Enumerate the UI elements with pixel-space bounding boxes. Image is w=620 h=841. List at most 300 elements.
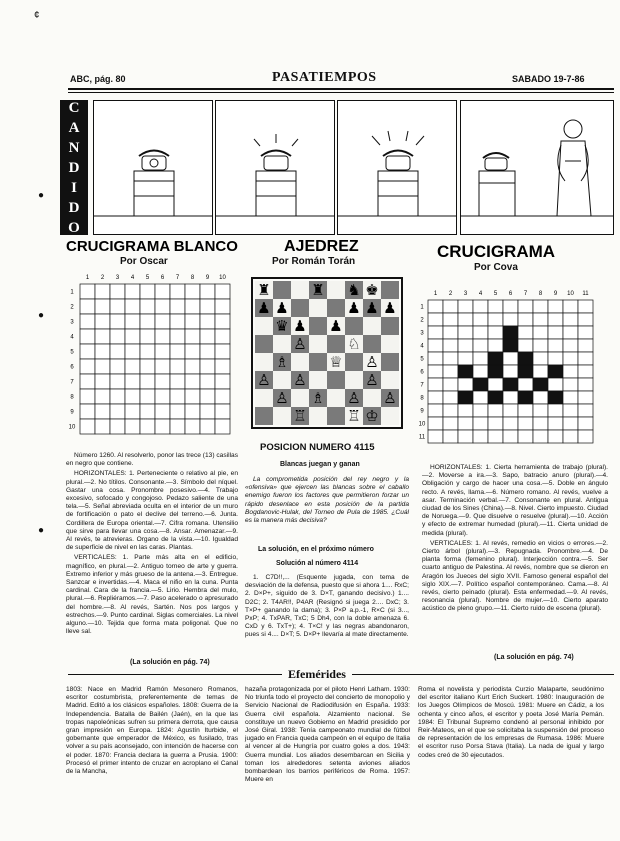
grid-cell[interactable] xyxy=(443,417,458,430)
grid-cell[interactable] xyxy=(80,389,95,404)
grid-cell[interactable] xyxy=(458,430,473,443)
grid-cell[interactable] xyxy=(563,313,578,326)
grid-cell[interactable] xyxy=(578,326,593,339)
grid-cell[interactable] xyxy=(110,284,125,299)
grid-cell[interactable] xyxy=(473,404,488,417)
grid-cell[interactable] xyxy=(563,339,578,352)
board-square[interactable] xyxy=(327,407,345,425)
grid-cell[interactable] xyxy=(200,344,215,359)
board-square[interactable] xyxy=(381,407,399,425)
grid-cell[interactable] xyxy=(185,359,200,374)
grid-cell[interactable] xyxy=(140,344,155,359)
grid-cell[interactable] xyxy=(200,314,215,329)
grid-cell[interactable] xyxy=(80,404,95,419)
grid-cell[interactable] xyxy=(200,404,215,419)
grid-cell[interactable] xyxy=(125,359,140,374)
grid-cell[interactable] xyxy=(548,378,563,391)
grid-cell[interactable] xyxy=(170,344,185,359)
grid-cell[interactable] xyxy=(443,339,458,352)
grid-cell[interactable] xyxy=(215,314,230,329)
grid-cell[interactable] xyxy=(170,404,185,419)
grid-cell[interactable] xyxy=(155,359,170,374)
board-square[interactable] xyxy=(309,353,327,371)
grid-cell[interactable] xyxy=(155,419,170,434)
chess-title: AJEDREZ xyxy=(284,238,359,255)
grid-cell[interactable] xyxy=(155,344,170,359)
grid-cell[interactable] xyxy=(110,374,125,389)
grid-cell[interactable] xyxy=(563,300,578,313)
grid-cell[interactable] xyxy=(563,430,578,443)
grid-cell[interactable] xyxy=(185,374,200,389)
grid-cell[interactable] xyxy=(140,284,155,299)
grid-cell[interactable] xyxy=(200,284,215,299)
grid-cell[interactable] xyxy=(443,300,458,313)
grid-cell[interactable] xyxy=(80,344,95,359)
grid-cell[interactable] xyxy=(125,284,140,299)
grid-cell[interactable] xyxy=(428,313,443,326)
grid-cell[interactable] xyxy=(578,313,593,326)
grid-black-cell xyxy=(488,365,503,378)
chess-piece: ♚ xyxy=(365,281,379,299)
board-square[interactable] xyxy=(309,335,327,353)
comic-title-band xyxy=(60,100,88,235)
grid-cell[interactable] xyxy=(563,365,578,378)
grid-cell[interactable] xyxy=(95,419,110,434)
board-square[interactable] xyxy=(345,371,363,389)
chess-author: Por Román Torán xyxy=(272,256,356,267)
crossword-blank-verticales: VERTICALES: 1. Parte más alta en el edificio, magnífico, en plural.—2. Antiguo torneo de arte y guerra. Extremo inferior y más grueso de la antena.—3. Entregue. Sanzcar e invertidas.—4. Maca el nifio en la cuna. Punta cardinal. Cara de la francia.—5. Lirio. Hembra del mulo, plural.—6. Repliéramos.—7. Paso acelerado o apresurado del hombre.—8. Al revés, Sartén. Nos pos largos y estrechos.—9. Punto cardinal. Siglas comerciales. La nivel alguno.—10. Tejida que forma mata poligonal. Que no lleve sal. xyxy=(66,554,238,636)
grid-cell[interactable] xyxy=(428,391,443,404)
grid-row-number: 9 xyxy=(70,409,74,416)
grid-cell[interactable] xyxy=(488,378,503,391)
grid-cell[interactable] xyxy=(110,344,125,359)
grid-cell[interactable] xyxy=(578,391,593,404)
grid-cell[interactable] xyxy=(488,300,503,313)
grid-cell[interactable] xyxy=(428,326,443,339)
grid-black-cell xyxy=(518,365,533,378)
chess-piece: ♙ xyxy=(365,371,379,389)
grid-cell[interactable] xyxy=(125,344,140,359)
grid-cell[interactable] xyxy=(215,374,230,389)
board-square[interactable] xyxy=(327,389,345,407)
grid-cell[interactable] xyxy=(503,365,518,378)
grid-cell[interactable] xyxy=(488,404,503,417)
grid-cell[interactable] xyxy=(473,352,488,365)
grid-cell[interactable] xyxy=(95,299,110,314)
grid-cell[interactable] xyxy=(473,417,488,430)
grid-cell[interactable] xyxy=(578,417,593,430)
board-square[interactable] xyxy=(381,281,399,299)
grid-cell[interactable] xyxy=(155,374,170,389)
grid-cell[interactable] xyxy=(428,417,443,430)
crossword-title: CRUCIGRAMA xyxy=(437,242,556,261)
board-square[interactable] xyxy=(327,335,345,353)
grid-cell[interactable] xyxy=(170,389,185,404)
grid-cell[interactable] xyxy=(458,378,473,391)
grid-cell[interactable] xyxy=(518,326,533,339)
comic-panel-3 xyxy=(337,100,457,235)
grid-cell[interactable] xyxy=(428,300,443,313)
grid-cell[interactable] xyxy=(185,344,200,359)
board-square[interactable] xyxy=(327,299,345,317)
board-square[interactable] xyxy=(381,371,399,389)
grid-cell[interactable] xyxy=(488,326,503,339)
grid-cell[interactable] xyxy=(503,391,518,404)
grid-cell[interactable] xyxy=(533,352,548,365)
grid-col-number: 5 xyxy=(493,291,498,297)
grid-cell[interactable] xyxy=(548,326,563,339)
grid-cell[interactable] xyxy=(140,329,155,344)
grid-cell[interactable] xyxy=(200,299,215,314)
grid-cell[interactable] xyxy=(503,430,518,443)
grid-cell[interactable] xyxy=(533,300,548,313)
grid-cell[interactable] xyxy=(563,326,578,339)
grid-cell[interactable] xyxy=(155,404,170,419)
grid-cell[interactable] xyxy=(95,374,110,389)
grid-cell[interactable] xyxy=(488,313,503,326)
grid-cell[interactable] xyxy=(185,329,200,344)
grid-cell[interactable] xyxy=(140,389,155,404)
grid-cell[interactable] xyxy=(95,329,110,344)
grid-cell[interactable] xyxy=(95,389,110,404)
man-in-robe-drawing xyxy=(461,101,613,234)
grid-cell[interactable] xyxy=(200,329,215,344)
crossword-blank-horizontales: HORIZONTALES: 1. Perteneciente o relativo al pie, en plural.—2. No títilos. Consonante.—3. Símbolo del níquel. Gastar una cosa. Pronombre posesivo.—4. Trabajo excesivo, sofocado y congojoso. Pedazo saliente de una tela.—5. Señal abreviada oculta en el interior de un muro de fortificación o pato el declive del terreno.—6. Junta. Cordillera de Europa oriental.—7. Cifra romana. Utensilio que sirve para llevar una cosa.—8. Ansar. Amenazar.—9. Al revés, te atrevieras. Organo de la vista.—10. Igualdad de superficie de nivel en las caras. Plantas. xyxy=(66,470,238,552)
grid-cell[interactable] xyxy=(578,378,593,391)
grid-cell[interactable] xyxy=(578,404,593,417)
chess-piece: ♟ xyxy=(347,299,361,317)
chess-solution-body: 1. C7D!!,... (Esquente jugada, con tema de desviación de la defensa, puesto que si ahora 1.... RxC; 2. D×P+, siguido de 3. D×T, ganando decisivo.) 1.... D2C; 2. T4AR!!, P4AR (Resignó si juega 2.... DxC; 3. T×P+ ganando la dama); 3. P×P a.p.-1, R×C (si 3..., PxP; 4. TxPAR, TxC; 5 Dh4, con la doble amenaza 6. CxD y 6. TxT+); 4. T×C! y las negras abandonaron, pues si 4.... D×T; 5. D×P+ llevaría al mate directamente. xyxy=(245,574,409,639)
chess-piece: ♟ xyxy=(383,299,397,317)
board-square[interactable] xyxy=(363,389,381,407)
grid-cell[interactable] xyxy=(473,365,488,378)
grid-cell[interactable] xyxy=(170,329,185,344)
grid-cell[interactable] xyxy=(563,404,578,417)
grid-col-number: 1 xyxy=(85,275,90,281)
board-square[interactable] xyxy=(291,299,309,317)
chess-piece: ♔ xyxy=(365,407,379,425)
grid-cell[interactable] xyxy=(428,365,443,378)
grid-cell[interactable] xyxy=(518,378,533,391)
grid-cell[interactable] xyxy=(443,326,458,339)
grid-cell[interactable] xyxy=(125,389,140,404)
grid-cell[interactable] xyxy=(140,359,155,374)
chess-solution-text xyxy=(245,574,409,642)
grid-cell[interactable] xyxy=(473,339,488,352)
grid-cell[interactable] xyxy=(503,300,518,313)
grid-cell[interactable] xyxy=(563,352,578,365)
grid-cell[interactable] xyxy=(95,314,110,329)
chess-piece: ♛ xyxy=(275,317,289,335)
grid-cell[interactable] xyxy=(110,359,125,374)
grid-cell[interactable] xyxy=(488,417,503,430)
grid-black-cell xyxy=(518,391,533,404)
grid-cell[interactable] xyxy=(533,326,548,339)
grid-cell[interactable] xyxy=(578,365,593,378)
grid-black-cell xyxy=(518,352,533,365)
grid-cell[interactable] xyxy=(473,326,488,339)
chess-problem-body: La comprometida posición del rey negro y la «ofensiva» que ejercen las blancas sobre el caballo enemigo fueron los factores que permitieron forzar un rápido desenlace en esta posición de la partida Bogdanovic-Hulak, del Torneo de Pula de 1985. ¿Cuál es la manera más decisiva? xyxy=(245,476,409,525)
grid-cell[interactable] xyxy=(578,339,593,352)
crossword-clues xyxy=(422,464,608,616)
grid-cell[interactable] xyxy=(473,300,488,313)
chess-piece: ♙ xyxy=(347,389,361,407)
grid-cell[interactable] xyxy=(488,339,503,352)
chess-piece: ♗ xyxy=(311,389,325,407)
grid-cell[interactable] xyxy=(518,417,533,430)
grid-cell[interactable] xyxy=(458,352,473,365)
board-square[interactable] xyxy=(255,407,273,425)
grid-cell[interactable] xyxy=(518,430,533,443)
grid-cell[interactable] xyxy=(215,404,230,419)
grid-cell[interactable] xyxy=(110,299,125,314)
board-square[interactable] xyxy=(291,281,309,299)
crossword-blank-clues xyxy=(66,452,238,638)
grid-cell[interactable] xyxy=(428,378,443,391)
grid-cell[interactable] xyxy=(488,430,503,443)
grid-row-number: 2 xyxy=(70,304,74,311)
grid-cell[interactable] xyxy=(80,329,95,344)
grid-cell[interactable] xyxy=(443,352,458,365)
board-square[interactable] xyxy=(381,335,399,353)
grid-cell[interactable] xyxy=(428,404,443,417)
grid-cell[interactable] xyxy=(443,365,458,378)
grid-cell[interactable] xyxy=(125,419,140,434)
grid-col-number: 10 xyxy=(567,291,574,297)
grid-cell[interactable] xyxy=(503,417,518,430)
grid-cell[interactable] xyxy=(533,313,548,326)
grid-row-number: 3 xyxy=(70,319,74,326)
grid-cell[interactable] xyxy=(125,314,140,329)
grid-cell[interactable] xyxy=(80,284,95,299)
grid-cell[interactable] xyxy=(473,313,488,326)
grid-cell[interactable] xyxy=(170,284,185,299)
board-square[interactable] xyxy=(255,317,273,335)
grid-cell[interactable] xyxy=(185,314,200,329)
grid-cell[interactable] xyxy=(200,359,215,374)
grid-cell[interactable] xyxy=(110,404,125,419)
grid-black-cell xyxy=(548,391,563,404)
grid-cell[interactable] xyxy=(95,284,110,299)
chess-solution-title: Solución al número 4114 xyxy=(276,560,359,567)
grid-cell[interactable] xyxy=(443,404,458,417)
grid-cell[interactable] xyxy=(170,299,185,314)
board-square[interactable] xyxy=(291,389,309,407)
grid-cell[interactable] xyxy=(443,313,458,326)
grid-cell[interactable] xyxy=(428,430,443,443)
grid-cell[interactable] xyxy=(140,419,155,434)
grid-cell[interactable] xyxy=(80,374,95,389)
grid-col-number: 9 xyxy=(553,291,558,297)
grid-black-cell xyxy=(473,378,488,391)
grid-cell[interactable] xyxy=(503,404,518,417)
grid-cell[interactable] xyxy=(563,417,578,430)
grid-cell[interactable] xyxy=(185,404,200,419)
grid-cell[interactable] xyxy=(215,389,230,404)
grid-cell[interactable] xyxy=(215,299,230,314)
grid-cell[interactable] xyxy=(110,419,125,434)
grid-cell[interactable] xyxy=(548,313,563,326)
grid-cell[interactable] xyxy=(578,430,593,443)
grid-cell[interactable] xyxy=(185,419,200,434)
board-square[interactable] xyxy=(255,335,273,353)
grid-cell[interactable] xyxy=(200,389,215,404)
grid-cell[interactable] xyxy=(185,299,200,314)
grid-cell[interactable] xyxy=(155,284,170,299)
board-square[interactable] xyxy=(291,353,309,371)
grid-cell[interactable] xyxy=(215,284,230,299)
grid-cell[interactable] xyxy=(548,339,563,352)
grid-cell[interactable] xyxy=(428,352,443,365)
grid-cell[interactable] xyxy=(533,391,548,404)
grid-cell[interactable] xyxy=(578,352,593,365)
crossword-blank-intro: Número 1260. Al resolverlo, ponor las trece (13) casillas en negro que contiene. xyxy=(66,452,238,468)
grid-cell[interactable] xyxy=(473,430,488,443)
grid-col-number: 7 xyxy=(523,291,528,297)
grid-cell[interactable] xyxy=(458,300,473,313)
grid-cell[interactable] xyxy=(563,378,578,391)
grid-cell[interactable] xyxy=(533,404,548,417)
board-square[interactable] xyxy=(255,353,273,371)
grid-cell[interactable] xyxy=(215,419,230,434)
grid-cell[interactable] xyxy=(548,352,563,365)
grid-cell[interactable] xyxy=(548,417,563,430)
chess-piece: ♗ xyxy=(275,353,289,371)
grid-cell[interactable] xyxy=(548,300,563,313)
grid-cell[interactable] xyxy=(140,404,155,419)
board-square[interactable] xyxy=(345,317,363,335)
grid-row-number: 4 xyxy=(420,343,424,350)
grid-black-cell xyxy=(548,365,563,378)
grid-cell[interactable] xyxy=(518,404,533,417)
board-square[interactable] xyxy=(273,335,291,353)
grid-row-number: 1 xyxy=(70,289,74,296)
grid-cell[interactable] xyxy=(200,374,215,389)
grid-cell[interactable] xyxy=(533,339,548,352)
grid-cell[interactable] xyxy=(215,344,230,359)
grid-row-number: 10 xyxy=(418,421,426,428)
grid-cell[interactable] xyxy=(95,404,110,419)
grid-cell[interactable] xyxy=(155,314,170,329)
grid-cell[interactable] xyxy=(125,404,140,419)
chess-piece: ♟ xyxy=(329,317,343,335)
grid-cell[interactable] xyxy=(185,284,200,299)
grid-cell[interactable] xyxy=(458,404,473,417)
grid-cell[interactable] xyxy=(518,300,533,313)
board-square[interactable] xyxy=(327,281,345,299)
grid-cell[interactable] xyxy=(80,359,95,374)
grid-cell[interactable] xyxy=(125,329,140,344)
grid-cell[interactable] xyxy=(170,419,185,434)
grid-cell[interactable] xyxy=(110,389,125,404)
grid-cell[interactable] xyxy=(215,359,230,374)
board-square[interactable] xyxy=(363,335,381,353)
grid-black-cell xyxy=(503,339,518,352)
grid-black-cell xyxy=(458,391,473,404)
crossword-verticales: VERTICALES: 1. Al revés, remedio en vicios o errores.—2. Cierto árbol (plural).—3. Repugnada. Pronombre.—4. De planta forma (femenino plural). Interjección contra.—5. Ser cuarto antiguo de Palestina. Al revés, nombre que se dieron en Aragón los Jueces del siglo XVII. Famoso general español del siglo XIX.—7. Político español contemporáneo. Cama.—8. Al revés, cierto peinado (plural). Esta enfermedad.—9. Al revés, resonancia (plural). Nombre de mujer.—10. Cierto aparato acústico de pleno grupo.—11. Cierto ruido de escena (plural). xyxy=(422,539,608,613)
board-square[interactable] xyxy=(273,281,291,299)
grid-cell[interactable] xyxy=(200,419,215,434)
grid-cell[interactable] xyxy=(443,430,458,443)
grid-cell[interactable] xyxy=(125,299,140,314)
grid-cell[interactable] xyxy=(578,300,593,313)
grid-cell[interactable] xyxy=(185,389,200,404)
board-square[interactable] xyxy=(273,371,291,389)
grid-cell[interactable] xyxy=(110,314,125,329)
grid-cell[interactable] xyxy=(155,299,170,314)
grid-cell[interactable] xyxy=(458,313,473,326)
grid-row-number: 6 xyxy=(70,364,74,371)
grid-cell[interactable] xyxy=(170,314,185,329)
board-square[interactable] xyxy=(327,371,345,389)
grid-cell[interactable] xyxy=(503,313,518,326)
grid-cell[interactable] xyxy=(518,339,533,352)
board-square[interactable] xyxy=(381,353,399,371)
grid-cell[interactable] xyxy=(533,365,548,378)
grid-col-number: 4 xyxy=(130,275,135,281)
grid-cell[interactable] xyxy=(533,417,548,430)
chess-piece: ♙ xyxy=(293,371,307,389)
grid-cell[interactable] xyxy=(215,329,230,344)
grid-row-number: 6 xyxy=(420,369,424,376)
grid-cell[interactable] xyxy=(473,391,488,404)
chess-piece: ♜ xyxy=(311,281,325,299)
grid-cell[interactable] xyxy=(125,374,140,389)
grid-cell[interactable] xyxy=(80,314,95,329)
chess-piece: ♜ xyxy=(257,281,271,299)
grid-cell[interactable] xyxy=(458,417,473,430)
board-square[interactable] xyxy=(309,317,327,335)
grid-cell[interactable] xyxy=(110,329,125,344)
grid-cell[interactable] xyxy=(548,404,563,417)
grid-cell[interactable] xyxy=(443,391,458,404)
board-square[interactable] xyxy=(309,299,327,317)
grid-cell[interactable] xyxy=(563,391,578,404)
board-square[interactable] xyxy=(255,389,273,407)
board-square[interactable] xyxy=(309,371,327,389)
grid-cell[interactable] xyxy=(155,389,170,404)
grid-cell[interactable] xyxy=(548,430,563,443)
grid-cell[interactable] xyxy=(428,339,443,352)
grid-cell[interactable] xyxy=(95,359,110,374)
chess-piece: ♙ xyxy=(293,335,307,353)
grid-cell[interactable] xyxy=(170,374,185,389)
grid-cell[interactable] xyxy=(458,326,473,339)
grid-cell[interactable] xyxy=(140,299,155,314)
board-square[interactable] xyxy=(309,407,327,425)
grid-cell[interactable] xyxy=(533,430,548,443)
grid-col-number: 11 xyxy=(582,291,589,297)
grid-col-number: 6 xyxy=(508,291,513,297)
grid-cell[interactable] xyxy=(155,329,170,344)
grid-cell[interactable] xyxy=(95,344,110,359)
board-square[interactable] xyxy=(381,317,399,335)
grid-cell[interactable] xyxy=(503,352,518,365)
grid-cell[interactable] xyxy=(170,359,185,374)
grid-cell[interactable] xyxy=(443,378,458,391)
board-square[interactable] xyxy=(363,317,381,335)
comic-panel-2 xyxy=(215,100,335,235)
grid-cell[interactable] xyxy=(80,299,95,314)
grid-cell[interactable] xyxy=(458,339,473,352)
board-square[interactable] xyxy=(273,407,291,425)
grid-cell[interactable] xyxy=(140,314,155,329)
grid-cell[interactable] xyxy=(80,419,95,434)
grid-cell[interactable] xyxy=(518,313,533,326)
grid-cell[interactable] xyxy=(140,374,155,389)
ringing-telephone-drawing xyxy=(338,101,456,234)
board-square[interactable] xyxy=(345,353,363,371)
